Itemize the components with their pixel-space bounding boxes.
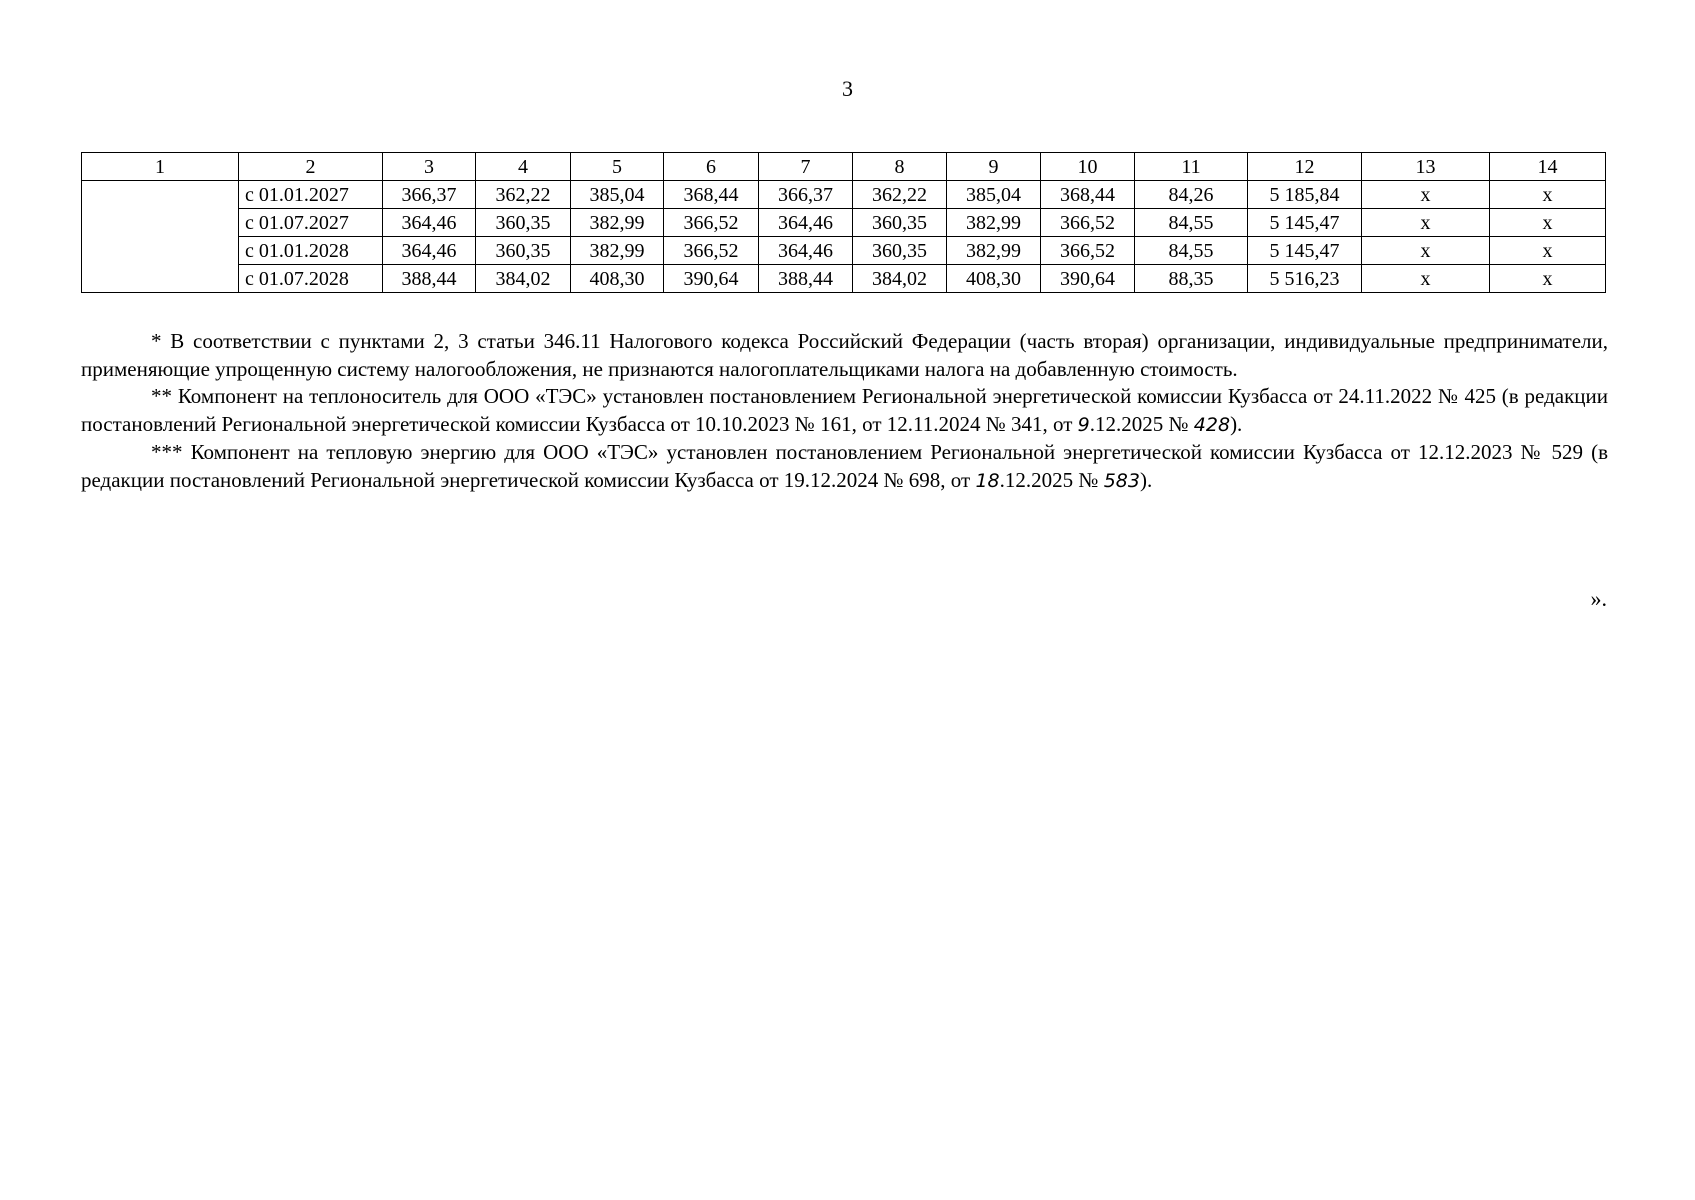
- value-cell: 360,35: [853, 209, 947, 237]
- period-cell: с 01.01.2027: [239, 181, 383, 209]
- column-number: 2: [239, 153, 383, 181]
- value-cell: 384,02: [853, 265, 947, 293]
- column-number: 6: [664, 153, 759, 181]
- footnote-coolant-text: ** Компонент на теплоноситель для ООО «ТЭС» установлен постановлением Региональной энергетической комиссии Кузбасса от 24.11.2022 № 425 (в редакции постановлений Региональной энергетической комиссии Кузбасса от 10.10.2023 № 161, от 12.11.2024 № 341, от: [81, 384, 1608, 436]
- table-row: [82, 181, 1606, 209]
- handwritten-number: 583: [1103, 469, 1140, 492]
- value-cell: 88,35: [1135, 265, 1248, 293]
- page-number: 3: [842, 76, 853, 101]
- value-cell: 368,44: [1041, 181, 1135, 209]
- value-cell: 366,37: [759, 181, 853, 209]
- value-cell: 366,37: [383, 181, 476, 209]
- value-cell: 408,30: [571, 265, 664, 293]
- column-number: 8: [853, 153, 947, 181]
- value-cell: 366,52: [1041, 209, 1135, 237]
- value-cell: х: [1362, 181, 1490, 209]
- value-cell: 84,55: [1135, 209, 1248, 237]
- value-cell: 388,44: [383, 265, 476, 293]
- footnotes: [81, 328, 1608, 495]
- handwritten-number: 428: [1193, 413, 1231, 436]
- value-cell: 5 145,47: [1248, 209, 1362, 237]
- footnote-coolant-end: ).: [1230, 411, 1243, 436]
- value-cell: 382,99: [571, 209, 664, 237]
- value-cell: 384,02: [476, 265, 571, 293]
- value-cell: х: [1490, 237, 1606, 265]
- value-cell: 408,30: [947, 265, 1041, 293]
- column-number-row: [82, 153, 1606, 181]
- period-cell: с 01.07.2027: [239, 209, 383, 237]
- value-cell: х: [1362, 237, 1490, 265]
- handwritten-day: 18: [975, 469, 1000, 492]
- value-cell: 5 185,84: [1248, 181, 1362, 209]
- footnote-heat-text: *** Компонент на тепловую энергию для ООО «ТЭС» установлен постановлением Региональной энергетической комиссии Кузбасса от 12.12.2023 № 529 (в редакции постановлений Региональной энергетической комиссии Кузбасса от 19.12.2024 № 698, от: [81, 440, 1608, 492]
- period-cell: с 01.01.2028: [239, 237, 383, 265]
- value-cell: 364,46: [759, 237, 853, 265]
- value-cell: 362,22: [853, 181, 947, 209]
- column-number: 12: [1248, 153, 1362, 181]
- footnote-vat: * В соответствии с пунктами 2, 3 статьи 346.11 Налогового кодекса Российский Федерации (часть вторая) организации, индивидуальные предприниматели, применяющие упрощенную систему налогообложения, не признаются налогоплательщиками налога на добавленную стоимость.: [81, 329, 1608, 381]
- merged-empty-cell: [82, 181, 239, 293]
- value-cell: 382,99: [571, 237, 664, 265]
- table-header: [82, 153, 1606, 181]
- period-cell: с 01.07.2028: [239, 265, 383, 293]
- value-cell: 364,46: [759, 209, 853, 237]
- handwritten-day: 9: [1077, 413, 1090, 436]
- column-number: 5: [571, 153, 664, 181]
- value-cell: 390,64: [664, 265, 759, 293]
- value-cell: 388,44: [759, 265, 853, 293]
- value-cell: 390,64: [1041, 265, 1135, 293]
- value-cell: 366,52: [664, 209, 759, 237]
- value-cell: х: [1490, 265, 1606, 293]
- value-cell: 382,99: [947, 209, 1041, 237]
- column-number: 10: [1041, 153, 1135, 181]
- table-row: [82, 265, 1606, 293]
- table-row: [82, 237, 1606, 265]
- value-cell: 366,52: [664, 237, 759, 265]
- value-cell: 364,46: [383, 237, 476, 265]
- column-number: 13: [1362, 153, 1490, 181]
- column-number: 14: [1490, 153, 1606, 181]
- footnote-heat: [81, 439, 1608, 495]
- value-cell: 385,04: [947, 181, 1041, 209]
- value-cell: 360,35: [476, 209, 571, 237]
- column-number: 11: [1135, 153, 1248, 181]
- table-body: [82, 181, 1606, 293]
- footnote-coolant-date: .12.2025 №: [1089, 411, 1189, 436]
- column-number: 3: [383, 153, 476, 181]
- column-number: 9: [947, 153, 1041, 181]
- value-cell: 360,35: [853, 237, 947, 265]
- value-cell: 360,35: [476, 237, 571, 265]
- value-cell: 5 145,47: [1248, 237, 1362, 265]
- tariff-table: [81, 152, 1606, 293]
- value-cell: 5 516,23: [1248, 265, 1362, 293]
- value-cell: х: [1490, 209, 1606, 237]
- closing-quote: ».: [1590, 586, 1607, 611]
- value-cell: 362,22: [476, 181, 571, 209]
- value-cell: 366,52: [1041, 237, 1135, 265]
- value-cell: 84,26: [1135, 181, 1248, 209]
- value-cell: х: [1362, 209, 1490, 237]
- footnote-heat-end: ).: [1139, 467, 1153, 492]
- value-cell: 382,99: [947, 237, 1041, 265]
- value-cell: 84,55: [1135, 237, 1248, 265]
- value-cell: 385,04: [571, 181, 664, 209]
- value-cell: х: [1490, 181, 1606, 209]
- column-number: 4: [476, 153, 571, 181]
- value-cell: х: [1362, 265, 1490, 293]
- value-cell: 368,44: [664, 181, 759, 209]
- table-row: [82, 209, 1606, 237]
- column-number: 1: [82, 153, 239, 181]
- column-number: 7: [759, 153, 853, 181]
- footnote-coolant: [81, 383, 1608, 439]
- value-cell: 364,46: [383, 209, 476, 237]
- footnote-heat-date: .12.2025 №: [999, 467, 1099, 492]
